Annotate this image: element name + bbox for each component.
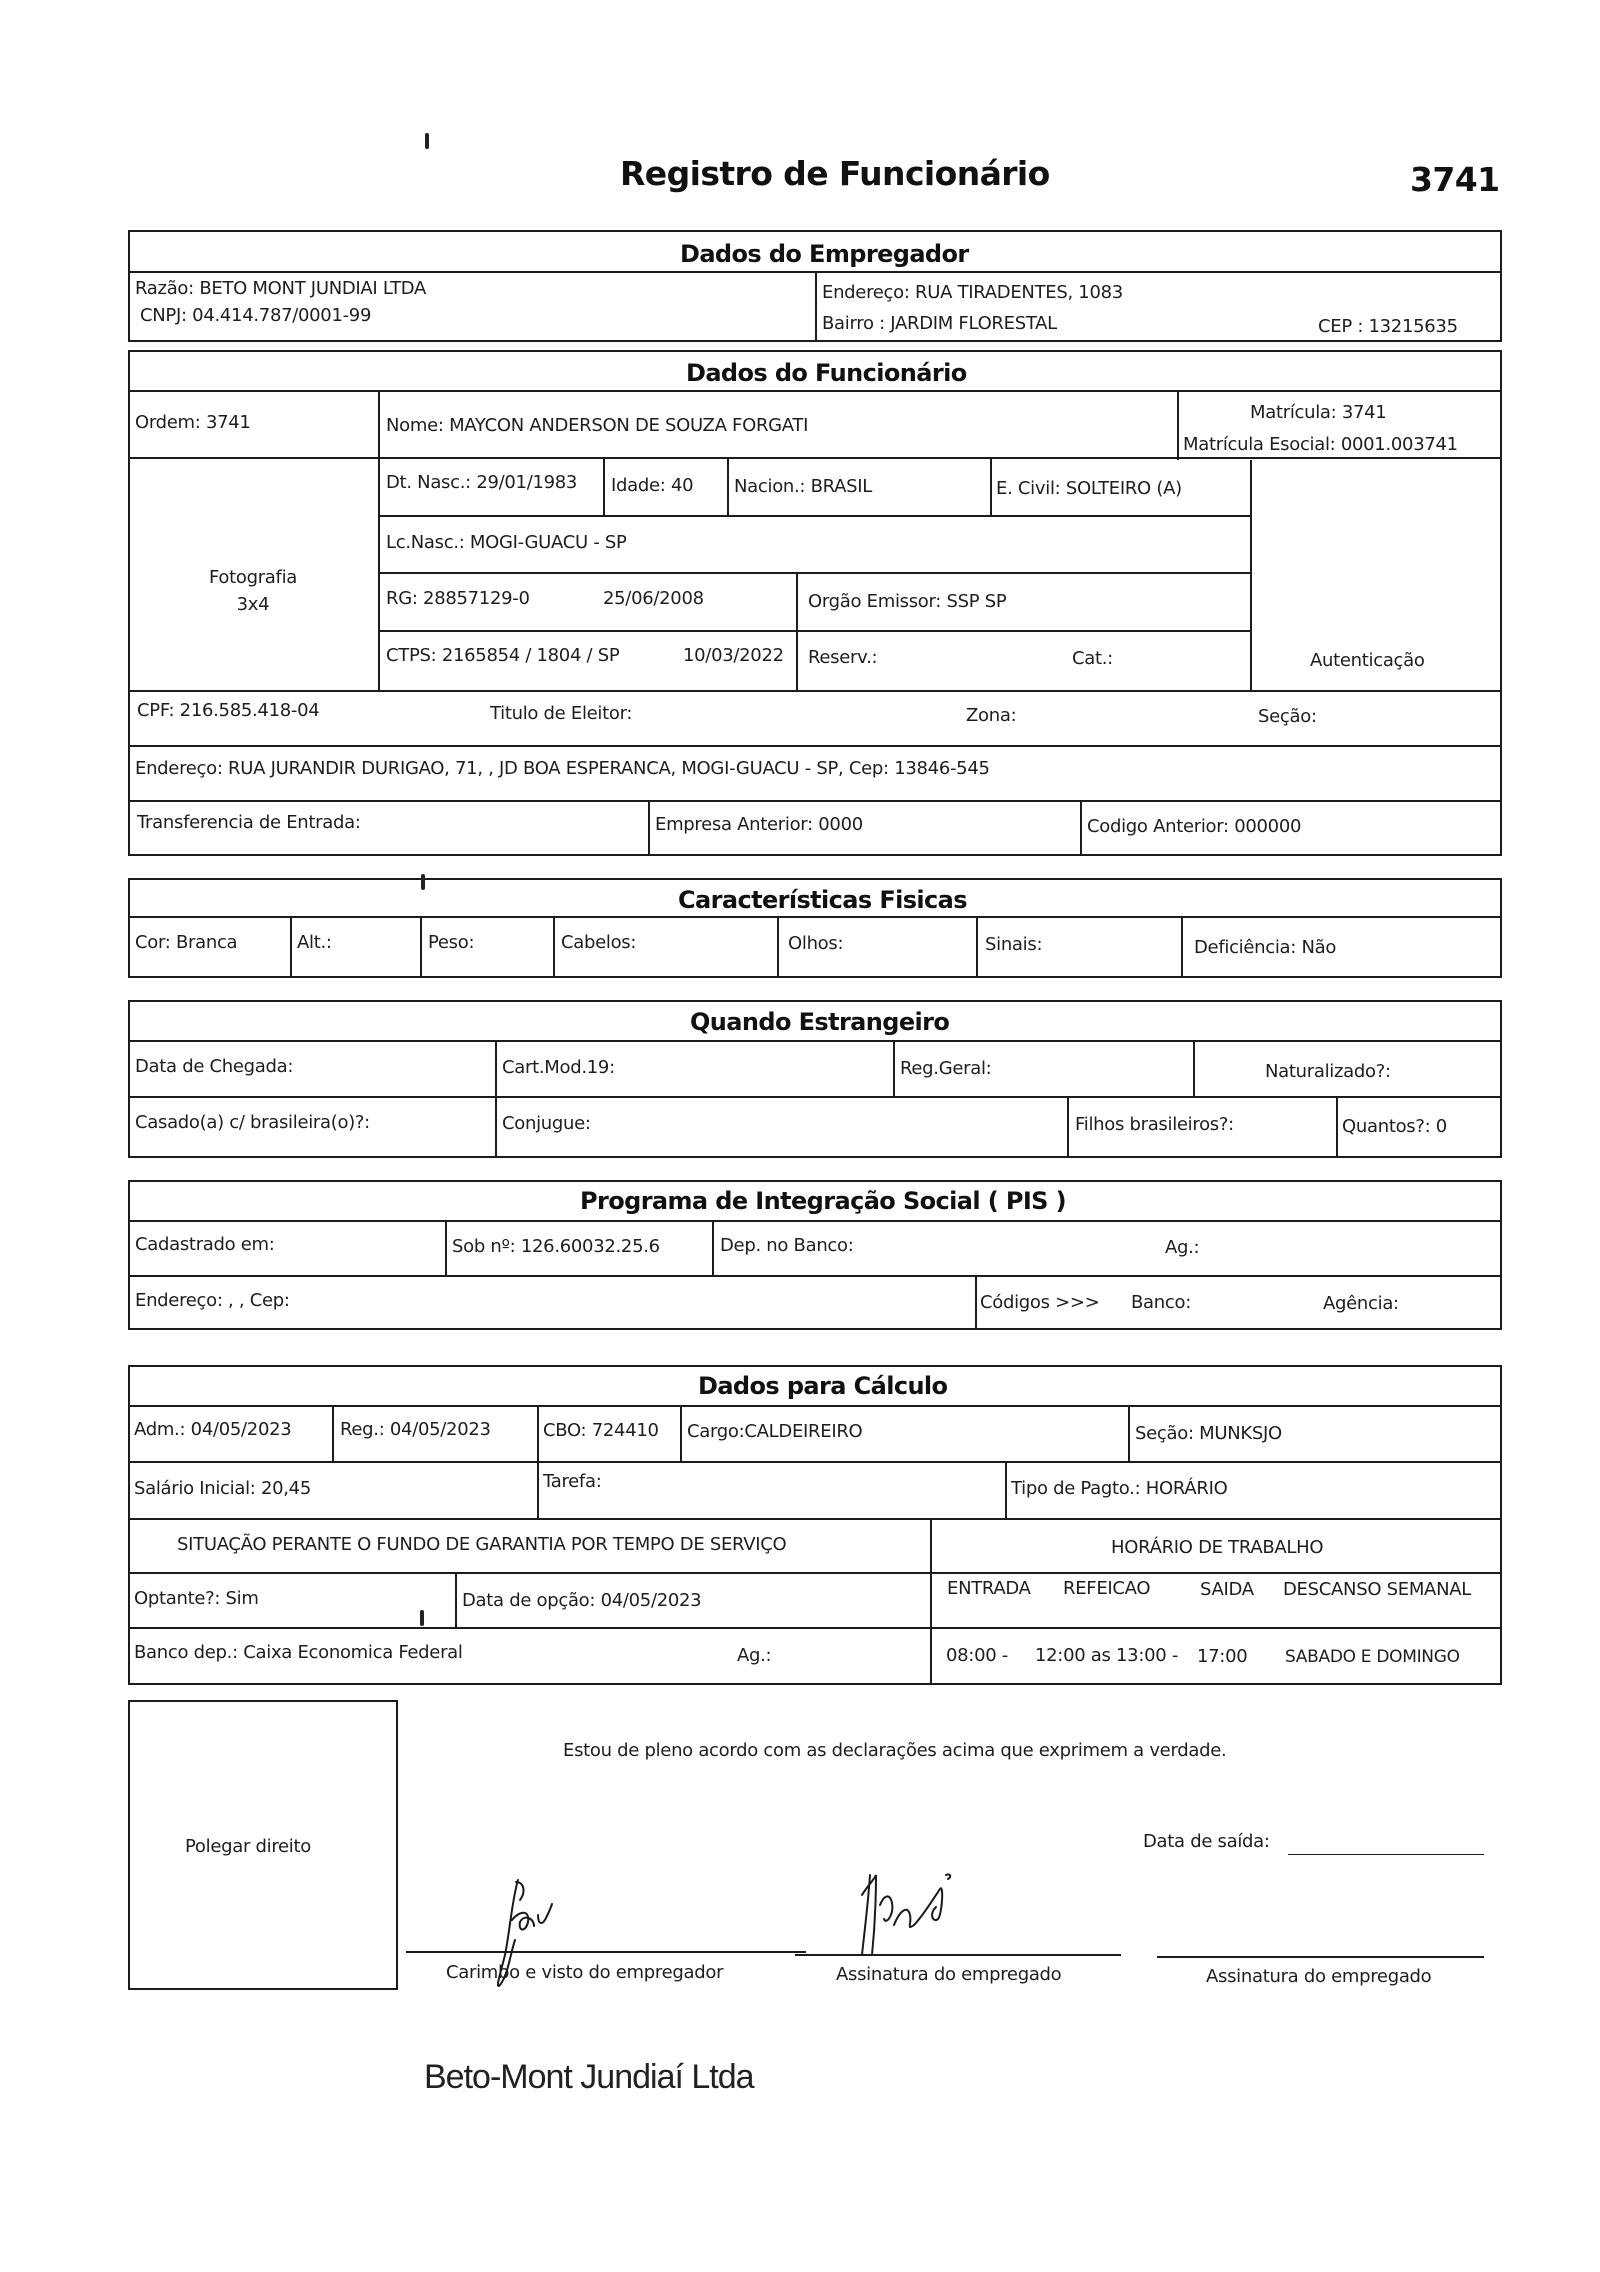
foreigner-filhos: Filhos brasileiros?: [1075,1114,1234,1135]
hours-saida-value: 17:00 [1197,1646,1248,1667]
physical-cor: Cor: Branca [135,932,238,953]
employee-local-nascimento: Lc.Nasc.: MOGI-GUACU - SP [386,532,627,553]
physical-section-title: Características Fisicas [678,886,967,914]
pis-endereco: Endereço: , , Cep: [135,1290,290,1311]
employee-dt-nasc: Dt. Nasc.: 29/01/1983 [386,472,578,493]
employee-matricula-esocial: Matrícula Esocial: 0001.003741 [1183,434,1458,455]
employer-cep: CEP : 13215635 [1318,316,1458,337]
employee-cpf: CPF: 216.585.418-04 [137,700,320,721]
employee-ctps: CTPS: 2165854 / 1804 / SP [386,645,620,666]
calc-salario: Salário Inicial: 20,45 [134,1478,311,1499]
hours-refeicao-value: 12:00 as 13:00 - [1035,1645,1179,1666]
employee-signature-line-2[interactable] [1157,1956,1484,1958]
employee-titulo-eleitor: Titulo de Eleitor: [490,703,633,724]
employee-endereco: Endereço: RUA JURANDIR DURIGAO, 71, , JD BOA ESPERANCA, MOGI-GUACU - SP, Cep: 13846-545 [135,758,990,779]
exit-date-line[interactable] [1288,1854,1484,1855]
physical-olhos: Olhos: [788,933,844,954]
calc-tipo-pagto: Tipo de Pagto.: HORÁRIO [1011,1478,1228,1499]
foreigner-section-title: Quando Estrangeiro [690,1008,950,1036]
company-stamp: Beto-Mont Jundiaí Ltda [424,2058,754,2096]
physical-peso: Peso: [428,932,475,953]
employee-zona: Zona: [966,705,1017,726]
employee-secao: Seção: [1258,706,1317,727]
employer-section-title: Dados do Empregador [680,240,969,268]
declaration-text: Estou de pleno acordo com as declarações acima que exprimem a verdade. [563,1740,1227,1761]
photo-size-label: 3x4 [236,594,270,615]
exit-date-label: Data de saída: [1143,1831,1270,1852]
fgts-banco-dep: Banco dep.: Caixa Economica Federal [134,1642,463,1663]
employee-section-title: Dados do Funcionário [686,359,967,387]
employee-rg-data: 25/06/2008 [603,588,704,609]
foreigner-naturalizado: Naturalizado?: [1265,1061,1391,1082]
employer-signature-icon [460,1860,610,2000]
foreigner-cart-mod: Cart.Mod.19: [502,1057,615,1078]
scan-mark [421,874,425,890]
employer-endereco: Endereço: RUA TIRADENTES, 1083 [822,282,1123,303]
employee-transferencia: Transferencia de Entrada: [137,812,361,833]
employee-orgao-emissor: Orgão Emissor: SSP SP [808,591,1007,612]
employee-ctps-data: 10/03/2022 [683,645,784,666]
employee-empresa-anterior: Empresa Anterior: 0000 [655,814,863,835]
employee-nome: Nome: MAYCON ANDERSON DE SOUZA FORGATI [386,415,809,436]
page-title: Registro de Funcionário [620,154,1050,193]
employee-ordem: Ordem: 3741 [135,412,251,433]
fgts-title: SITUAÇÃO PERANTE O FUNDO DE GARANTIA POR TEMPO DE SERVIÇO [177,1534,787,1555]
physical-cabelos: Cabelos: [561,932,637,953]
employee-matricula: Matrícula: 3741 [1250,402,1387,423]
thumbprint-label: Polegar direito [185,1836,311,1857]
record-number: 3741 [1410,160,1500,199]
work-hours-title: HORÁRIO DE TRABALHO [1111,1537,1324,1558]
pis-section-title: Programa de Integração Social ( PIS ) [580,1187,1066,1215]
foreigner-quantos: Quantos?: 0 [1342,1116,1447,1137]
employee-nacionalidade: Nacion.: BRASIL [734,476,873,497]
physical-sinais: Sinais: [985,934,1043,955]
employer-signature-caption: Carimbo e visto do empregador [446,1962,724,1983]
hours-col-saida: SAIDA [1200,1579,1254,1600]
calc-admissao: Adm.: 04/05/2023 [134,1419,292,1440]
calc-cbo: CBO: 724410 [543,1420,659,1441]
employee-estado-civil: E. Civil: SOLTEIRO (A) [996,478,1182,499]
employer-cnpj: CNPJ: 04.414.787/0001-99 [140,305,372,326]
foreigner-reg-geral: Reg.Geral: [900,1058,992,1079]
calc-cargo: Cargo:CALDEIREIRO [687,1421,863,1442]
calc-secao: Seção: MUNKSJO [1135,1423,1282,1444]
hours-col-descanso: DESCANSO SEMANAL [1283,1579,1471,1600]
pis-banco: Banco: [1131,1292,1191,1313]
physical-altura: Alt.: [297,932,332,953]
employer-bairro: Bairro : JARDIM FLORESTAL [822,313,1057,334]
foreigner-conjugue: Conjugue: [502,1113,591,1134]
employee-signature-icon [850,1855,1010,1965]
hours-col-entrada: ENTRADA [947,1578,1031,1599]
employer-razao: Razão: BETO MONT JUNDIAI LTDA [135,278,427,299]
hours-descanso-value: SABADO E DOMINGO [1285,1647,1460,1667]
employee-rg: RG: 28857129-0 [386,588,530,609]
pis-agencia: Agência: [1323,1293,1399,1314]
employee-signature-caption-1: Assinatura do empregado [836,1964,1062,1985]
photo-placeholder-label: Fotografia [208,567,298,588]
scan-mark [420,1610,424,1626]
physical-deficiencia: Deficiência: Não [1194,937,1337,958]
pis-dep-banco: Dep. no Banco: [720,1235,854,1256]
foreigner-casado: Casado(a) c/ brasileira(o)?: [135,1112,370,1133]
calc-registro: Reg.: 04/05/2023 [340,1419,491,1440]
pis-codigos: Códigos >>> [980,1292,1100,1313]
hours-entrada-value: 08:00 - [946,1645,1008,1666]
employee-reserv: Reserv.: [808,647,878,668]
employee-codigo-anterior: Codigo Anterior: 000000 [1087,816,1302,837]
pis-agencia-dep: Ag.: [1165,1237,1200,1258]
calc-section-title: Dados para Cálculo [698,1372,948,1400]
fgts-data-opcao: Data de opção: 04/05/2023 [462,1590,702,1611]
authentication-label: Autenticação [1310,650,1425,671]
fgts-optante: Optante?: Sim [134,1588,259,1609]
hours-col-refeicao: REFEICAO [1063,1578,1151,1599]
employee-signature-caption-2: Assinatura do empregado [1206,1966,1432,1987]
employee-cat: Cat.: [1072,648,1113,669]
pis-numero: Sob nº: 126.60032.25.6 [452,1236,660,1257]
calc-tarefa: Tarefa: [543,1471,602,1492]
pis-cadastrado: Cadastrado em: [135,1234,275,1255]
scan-mark [425,133,429,149]
fgts-agencia: Ag.: [737,1645,772,1666]
foreigner-data-chegada: Data de Chegada: [135,1056,294,1077]
employee-idade: Idade: 40 [611,475,694,496]
